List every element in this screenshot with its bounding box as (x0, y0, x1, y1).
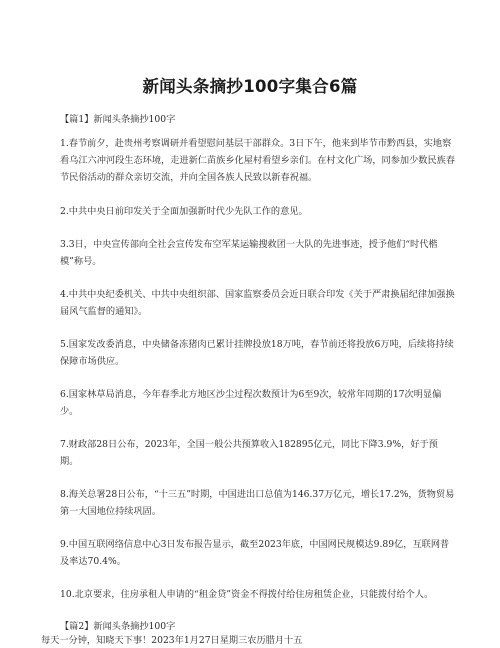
news-item-10: 10.北京要求，住房承租人申请的“租金贷”资金不得拨付给住房租赁企业，只能拨付给个人。 (60, 589, 434, 600)
news-item-3: 3.3日，中央宣传部向全社会宣传发布空军某运输搜救团一大队的先进事迹，授予他们“时代楷模”称号。 (60, 239, 438, 267)
section2-intro: 每天一分钟，知晓天下事！2023年1月27日星期三农历腊月十五 (41, 635, 303, 646)
news-item-5: 5.国家发改委消息，中央储备冻猪肉已累计挂牌投放18万吨，春节前还将投放6万吨，后续将持续保障市场供应。 (60, 339, 454, 367)
news-item-9: 9.中国互联网络信息中心3日发布报告显示，截至2023年底，中国网民规模达9.89亿，互联网普及率达70.4%。 (60, 539, 450, 567)
section-heading-2: 【篇2】新闻头条摘抄100字 (60, 621, 176, 632)
news-item-2: 2.中共中央日前印发关于全面加强新时代少先队工作的意见。 (60, 206, 308, 217)
document-title: 新闻头条摘抄100字集合6篇 (142, 77, 358, 96)
news-item-4: 4.中共中央纪委机关、中共中央组织部、国家监察委员会近日联合印发《关于严肃换届纪律加强换届风气监督的通知》。 (60, 289, 455, 317)
news-item-8: 8.海关总署28日公布，“十三五”时期，中国进出口总值为146.37万亿元，增长17.2%，货物贸易第一大国地位持续巩固。 (60, 489, 455, 517)
news-item-1: 1.春节前夕，赴贵州考察调研并看望慰问基层干部群众。3日下午，他来到毕节市黔西县，实地察看乌江六冲河段生态环境，走进新仁苗族乡化屋村看望乡亲们。在村文化广场，同参加少数民族春节民俗活动的群众亲切交流，并向全国各族人民致以新春祝福。 (60, 138, 456, 183)
news-item-6: 6.国家林草局消息，今年春季北方地区沙尘过程次数预计为6至9次，较常年同期的17次明显偏少。 (60, 389, 442, 417)
section-heading-1: 【篇1】新闻头条摘抄100字 (60, 114, 176, 125)
news-item-7: 7.财政部28日公布，2023年，全国一般公共预算收入182895亿元，同比下降3.9%，好于预期。 (60, 439, 438, 467)
